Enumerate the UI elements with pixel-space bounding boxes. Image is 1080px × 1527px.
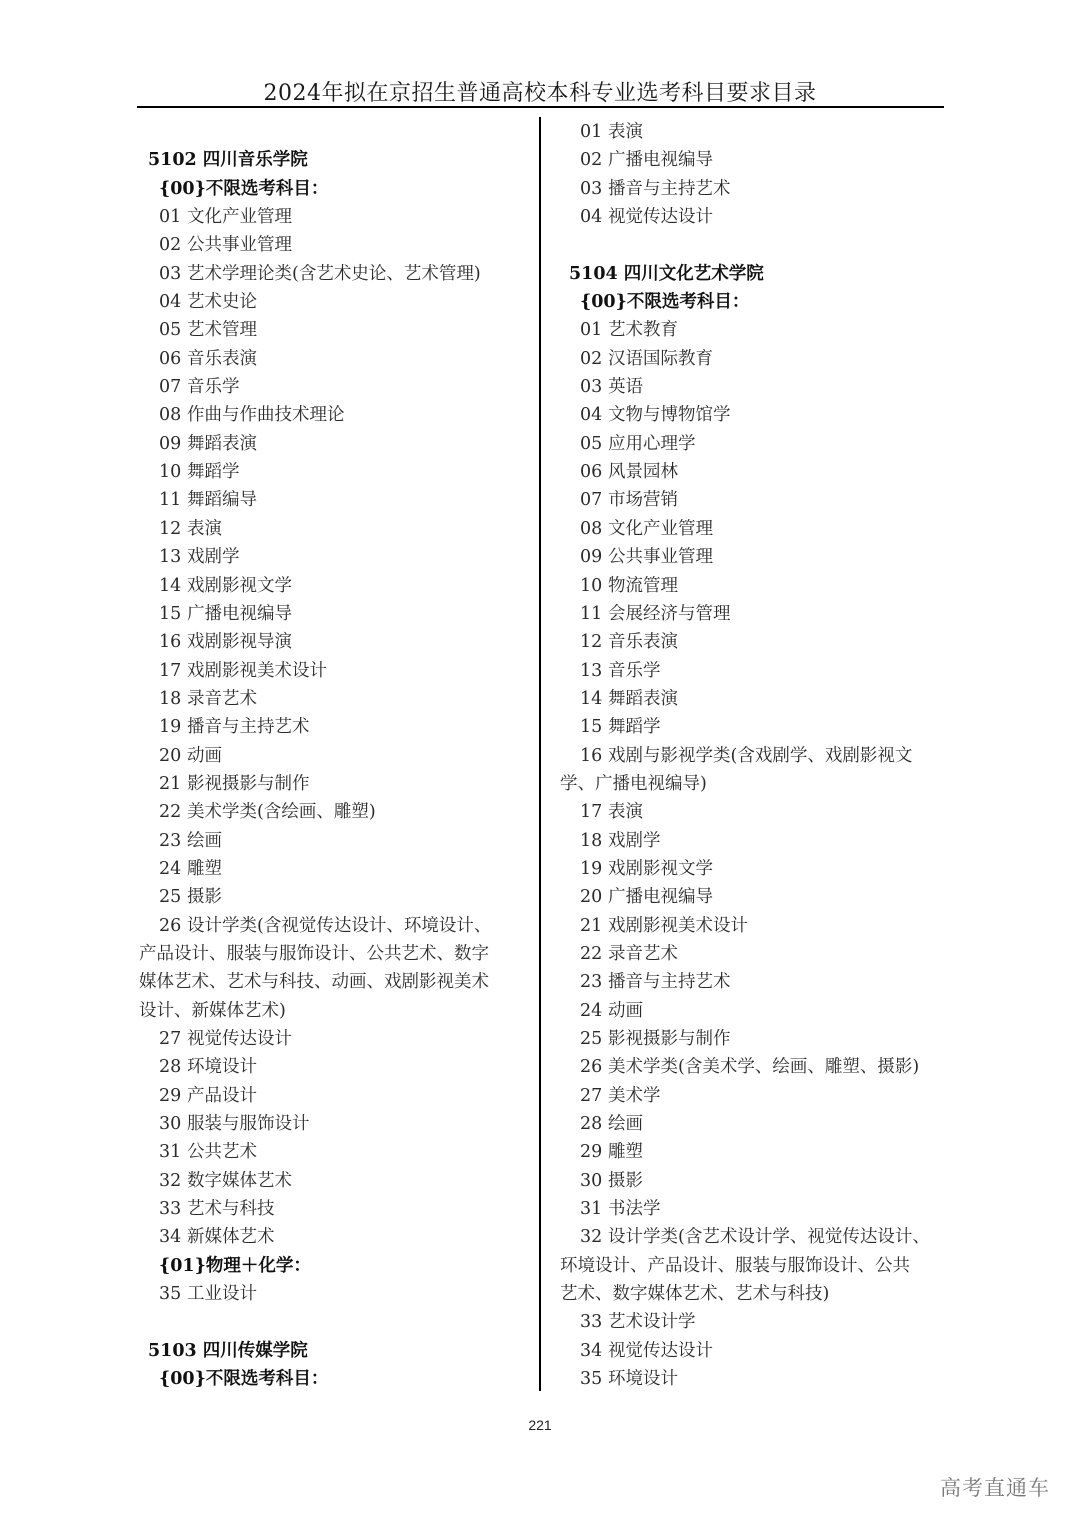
major-name: 舞蹈表演 [187,433,257,454]
major-code: 15 [159,603,182,624]
major-item [560,1025,945,1053]
major-item [560,486,945,514]
major-name: 表演 [187,518,222,539]
major-item [560,1337,945,1365]
major-name: 市场营销 [608,490,678,511]
major-name: 绘画 [608,1114,643,1135]
major-code: 24 [159,858,182,879]
major-code: 32 [159,1170,182,1191]
subject-requirement: {01}物理＋化学： [159,1255,311,1276]
major-name: 动画 [187,745,222,766]
left-column [139,118,529,1393]
major-continuation: 设计、新媒体艺术) [139,1000,286,1021]
major-name: 播音与主持艺术 [187,717,310,738]
major-code: 10 [580,575,603,596]
major-name: 风景园林 [608,462,678,483]
major-item [139,713,529,741]
major-code: 23 [159,830,182,851]
major-item [139,260,529,288]
major-item [139,770,529,798]
major-item [560,1110,945,1138]
major-item [560,912,945,940]
major-name: 服装与服饰设计 [187,1114,310,1135]
major-item [139,742,529,770]
major-code: 18 [159,688,182,709]
major-name: 摄影 [187,887,222,908]
major-code: 21 [580,915,603,936]
major-code: 32 [580,1227,603,1248]
major-name: 产品设计 [187,1085,257,1106]
major-item [139,1110,529,1138]
major-name: 音乐表演 [608,632,678,653]
major-item [139,685,529,713]
major-code: 33 [580,1312,603,1333]
right-column [560,118,945,1393]
major-code: 31 [159,1142,182,1163]
major-item [560,430,945,458]
major-code: 35 [580,1369,603,1390]
major-name: 动画 [608,1000,643,1021]
major-code: 27 [159,1029,182,1049]
major-item [139,798,529,826]
spacer [139,118,529,146]
major-code: 16 [159,632,182,653]
school-heading: 5104 四川文化艺术学院 [569,263,764,284]
major-name: 雕塑 [608,1142,643,1163]
major-item [139,1138,529,1166]
major-item [139,1195,529,1223]
major-item [560,657,945,685]
major-name: 影视摄影与制作 [608,1029,731,1049]
major-item [139,1053,529,1081]
major-item [139,827,529,855]
major-code: 27 [580,1085,603,1106]
major-name: 广播电视编导 [608,887,713,908]
major-name: 视觉传达设计 [187,1029,292,1049]
major-code: 07 [159,377,182,398]
major-item [139,1082,529,1110]
major-code: 06 [159,348,182,369]
major-item [560,713,945,741]
major-code: 18 [580,830,603,851]
major-continuation: 环境设计、产品设计、服装与服饰设计、公共 [560,1255,910,1276]
major-item [560,628,945,656]
major-name: 艺术管理 [187,320,257,341]
major-item [139,231,529,259]
major-name: 视觉传达设计 [608,1340,713,1361]
major-code: 34 [580,1340,603,1361]
major-name: 戏剧影视美术设计 [187,660,327,681]
major-code: 03 [159,263,182,284]
major-code: 19 [159,717,182,738]
major-code: 29 [159,1085,182,1106]
major-code: 10 [159,462,182,483]
major-name: 音乐学 [608,660,661,681]
major-name: 公共事业管理 [608,547,713,568]
school-heading: 5102 四川音乐学院 [148,150,308,171]
header-rule [137,106,944,108]
major-continuation: 学、广播电视编导) [560,773,707,794]
major-code: 04 [580,405,603,426]
major-code: 21 [159,773,182,794]
major-item [139,912,529,940]
major-name: 应用心理学 [608,433,696,454]
major-name: 播音与主持艺术 [608,972,731,993]
major-code: 08 [159,405,182,426]
page-number: 221 [528,1417,552,1433]
major-code: 15 [580,717,603,738]
major-name: 设计学类(含视觉传达设计、环境设计、 [187,915,492,936]
major-code: 09 [159,433,182,454]
major-name: 戏剧影视导演 [187,632,292,653]
major-code: 26 [580,1057,603,1078]
major-item [139,401,529,429]
major-code: 25 [159,887,182,908]
spacer [139,1308,529,1336]
major-name: 艺术与科技 [187,1199,275,1220]
major-item [560,1138,945,1166]
major-code: 05 [580,433,603,454]
major-item [560,997,945,1025]
major-code: 12 [580,632,603,653]
major-code: 26 [159,915,182,936]
spacer [560,231,945,259]
major-name: 艺术设计学 [608,1312,696,1333]
page-title: 2024年拟在京招生普通高校本科专业选考科目要求目录 [263,81,817,106]
major-code: 22 [159,802,182,823]
major-name: 戏剧影视文学 [187,575,292,596]
major-name: 戏剧学 [187,547,240,568]
major-code: 03 [580,377,603,398]
major-code: 04 [580,207,603,228]
major-code: 06 [580,462,603,483]
major-code: 30 [580,1170,603,1191]
major-code: 29 [580,1142,603,1163]
subject-requirement: {00}不限选考科目： [159,1369,329,1390]
major-name: 录音艺术 [608,943,678,964]
major-item [139,316,529,344]
major-code: 34 [159,1227,182,1248]
major-name: 汉语国际教育 [608,348,713,369]
major-name: 表演 [608,122,643,142]
major-name: 舞蹈表演 [608,688,678,709]
major-name: 书法学 [608,1199,661,1220]
major-name: 录音艺术 [187,688,257,709]
major-name: 文物与博物馆学 [608,405,731,426]
major-code: 20 [159,745,182,766]
major-item [139,430,529,458]
major-item [139,543,529,571]
major-item [139,515,529,543]
major-item [560,600,945,628]
major-code: 08 [580,518,603,539]
major-item [560,1223,945,1251]
major-name: 公共艺术 [187,1142,257,1163]
major-item [139,1280,529,1308]
major-code: 01 [580,320,603,341]
major-item [560,883,945,911]
major-item [560,827,945,855]
major-item [139,600,529,628]
major-item [560,373,945,401]
major-name: 艺术学理论类(含艺术史论、艺术管理) [187,263,481,284]
major-code: 03 [580,178,603,199]
major-code: 16 [580,745,603,766]
major-code: 13 [580,660,603,681]
major-item [139,486,529,514]
major-code: 35 [159,1284,182,1305]
major-item [139,572,529,600]
major-name: 戏剧影视美术设计 [608,915,748,936]
major-continuation: 产品设计、服装与服饰设计、公共艺术、数字 [139,943,489,964]
major-name: 数字媒体艺术 [187,1170,292,1191]
major-name: 会展经济与管理 [608,603,731,624]
major-code: 14 [580,688,603,709]
major-code: 23 [580,972,603,993]
major-name: 物流管理 [608,575,678,596]
major-code: 12 [159,518,182,539]
major-name: 新媒体艺术 [187,1227,275,1248]
major-code: 28 [580,1114,603,1135]
subject-requirement: {00}不限选考科目： [159,178,329,199]
major-name: 舞蹈学 [187,462,240,483]
major-name: 摄影 [608,1170,643,1191]
column-divider [539,117,541,1391]
major-code: 31 [580,1199,603,1220]
major-name: 艺术史论 [187,292,257,313]
major-item [560,458,945,486]
major-item [139,373,529,401]
major-item [560,968,945,996]
major-item [560,572,945,600]
major-item [139,628,529,656]
major-name: 文化产业管理 [608,518,713,539]
major-code: 17 [159,660,182,681]
major-item [560,203,945,231]
major-item [560,118,945,146]
major-code: 20 [580,887,603,908]
major-name: 设计学类(含艺术设计学、视觉传达设计、 [608,1227,930,1248]
major-code: 07 [580,490,603,511]
major-code: 33 [159,1199,182,1220]
major-item [560,1082,945,1110]
major-name: 音乐学 [187,377,240,398]
major-code: 09 [580,547,603,568]
major-code: 04 [159,292,182,313]
major-name: 工业设计 [187,1284,257,1305]
major-item [560,798,945,826]
major-item [139,883,529,911]
watermark: 高考直通车 [940,1476,1050,1500]
major-name: 艺术教育 [608,320,678,341]
major-item [560,1167,945,1195]
major-name: 美术学 [608,1085,661,1106]
major-code: 13 [159,547,182,568]
major-item [139,203,529,231]
subject-requirement: {00}不限选考科目： [580,292,750,313]
major-name: 戏剧影视文学 [608,858,713,879]
major-item [560,146,945,174]
major-name: 舞蹈学 [608,717,661,738]
major-code: 24 [580,1000,603,1021]
major-item [139,1223,529,1251]
major-item [560,1365,945,1393]
major-name: 公共事业管理 [187,235,292,256]
major-code: 05 [159,320,182,341]
major-item [560,175,945,203]
major-code: 02 [159,235,182,256]
major-item [139,1167,529,1195]
major-code: 14 [159,575,182,596]
major-item [560,940,945,968]
major-name: 环境设计 [608,1369,678,1390]
major-item [560,515,945,543]
major-item [560,685,945,713]
major-name: 视觉传达设计 [608,207,713,228]
major-item [139,657,529,685]
major-code: 02 [580,150,603,171]
major-item [139,458,529,486]
major-item [560,1195,945,1223]
major-name: 文化产业管理 [187,207,292,228]
major-name: 雕塑 [187,858,222,879]
major-item [139,855,529,883]
major-name: 绘画 [187,830,222,851]
major-code: 11 [159,490,182,511]
major-continuation: 艺术、数字媒体艺术、艺术与科技) [560,1284,830,1305]
major-name: 戏剧与影视学类(含戏剧学、戏剧影视文 [608,745,913,766]
major-code: 11 [580,603,603,624]
major-name: 戏剧学 [608,830,661,851]
major-name: 作曲与作曲技术理论 [187,405,345,426]
major-code: 28 [159,1057,182,1078]
major-code: 30 [159,1114,182,1135]
major-item [560,543,945,571]
major-item [139,288,529,316]
major-item [139,345,529,373]
major-item [560,855,945,883]
major-name: 表演 [608,802,643,823]
major-name: 舞蹈编导 [187,490,257,511]
school-heading: 5103 四川传媒学院 [148,1340,308,1361]
major-code: 01 [580,122,603,142]
major-name: 美术学类(含美术学、绘画、雕塑、摄影) [608,1057,920,1078]
major-name: 播音与主持艺术 [608,178,731,199]
major-item [560,345,945,373]
major-code: 25 [580,1029,603,1049]
major-continuation: 媒体艺术、艺术与科技、动画、戏剧影视美术 [139,972,489,993]
major-code: 01 [159,207,182,228]
major-name: 音乐表演 [187,348,257,369]
major-item [560,401,945,429]
major-item [560,316,945,344]
major-name: 美术学类(含绘画、雕塑) [187,802,376,823]
major-item [560,1053,945,1081]
major-name: 广播电视编导 [608,150,713,171]
major-code: 19 [580,858,603,879]
major-name: 广播电视编导 [187,603,292,624]
major-item [139,1025,529,1053]
major-name: 环境设计 [187,1057,257,1078]
major-item [560,1308,945,1336]
major-item [560,742,945,770]
major-name: 英语 [608,377,643,398]
major-name: 影视摄影与制作 [187,773,310,794]
major-code: 22 [580,943,603,964]
major-code: 02 [580,348,603,369]
major-code: 17 [580,802,603,823]
